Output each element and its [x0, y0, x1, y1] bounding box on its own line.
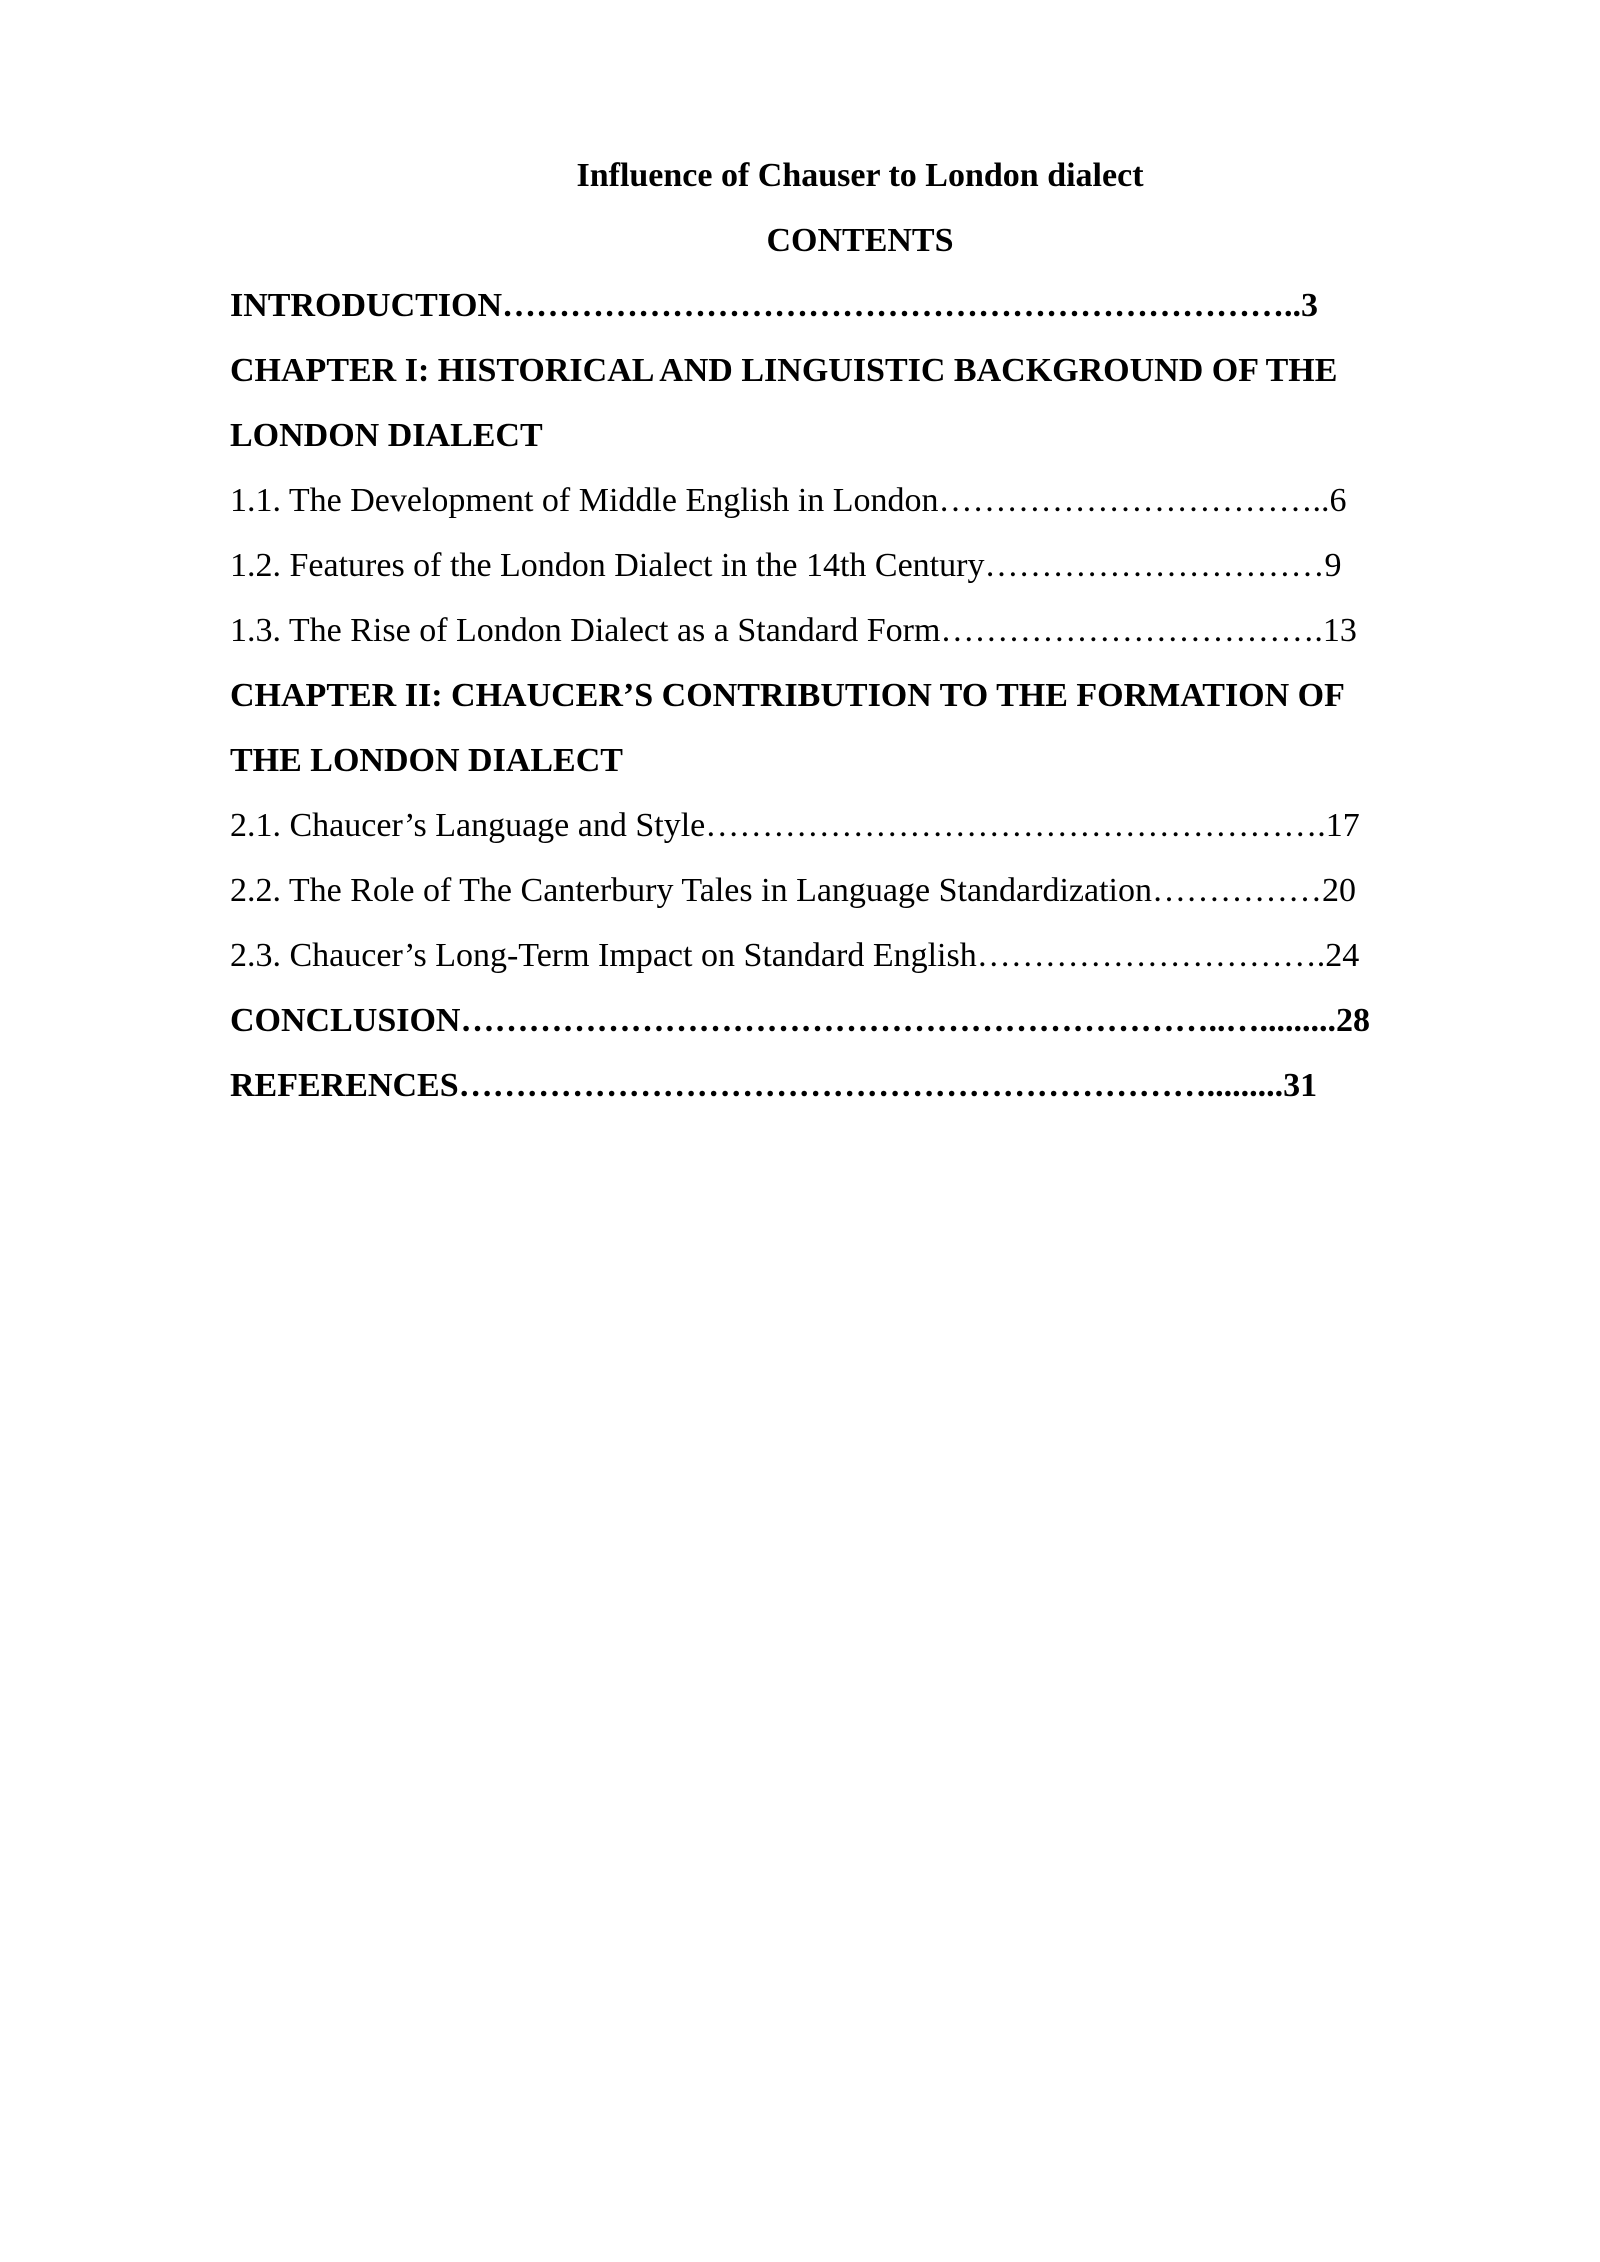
contents-heading: CONTENTS	[766, 222, 954, 259]
toc-entry-chapter1: CHAPTER I: HISTORICAL AND LINGUISTIC BACKGROUND OF THE	[230, 352, 1338, 389]
toc-entry-1-3: 1.3. The Rise of London Dialect as a Standard Form…………………………….13	[230, 612, 1357, 649]
toc-entry-chapter2: CHAPTER II: CHAUCER’S CONTRIBUTION TO THE FORMATION OF	[230, 677, 1345, 714]
toc-entry-2-1: 2.1. Chaucer’s Language and Style……………………………………………….17	[230, 807, 1360, 844]
toc-entry-2-3: 2.3. Chaucer’s Long-Term Impact on Standard English………………………….24	[230, 937, 1360, 974]
toc-entry-chapter1-cont: LONDON DIALECT	[230, 417, 543, 454]
document-title: Influence of Chauser to London dialect	[576, 157, 1144, 194]
toc-entry-references: REFERENCES………………………………………………………….........31	[230, 1067, 1318, 1104]
toc-entry-1-1: 1.1. The Development of Middle English in London……………………………..6	[230, 482, 1347, 519]
toc-entry-1-2: 1.2. Features of the London Dialect in the 14th Century…………………………9	[230, 547, 1342, 584]
toc-entry-conclusion: CONCLUSION…………………………………………………………..….........28	[230, 1002, 1370, 1039]
toc-entry-introduction: INTRODUCTION……………………………………………………………..3	[230, 287, 1319, 324]
toc-entry-chapter2-cont: THE LONDON DIALECT	[230, 742, 623, 779]
toc-entry-2-2: 2.2. The Role of The Canterbury Tales in Language Standardization……………20	[230, 872, 1356, 909]
